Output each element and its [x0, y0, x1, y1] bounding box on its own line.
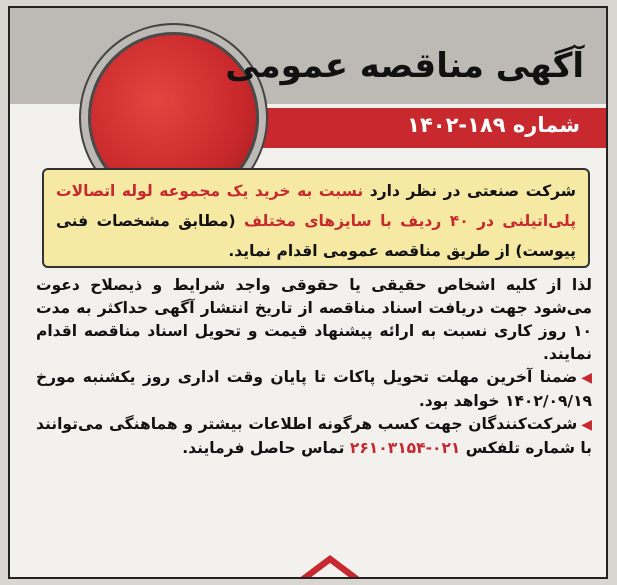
intro-box [42, 168, 590, 268]
paragraph-invitation: لذا از کلیه اشخاص حقیقی یا حقوقی واجد شرایط و ذیصلاح دعوت می‌شود جهت دریافت اسناد مناقصه از تاریخ انتشار آگهی حداکثر به مدت ۱۰ روز کاری نسبت به ارائه پیشنهاد قیمت و تحویل اسناد مناقصه اقدام نمایند. [36, 276, 592, 363]
deadline-text: ضمنا آخرین مهلت تحویل پاکات تا پایان وقت اداری روز یکشنبه مورخ ۱۴۰۲/۰۹/۱۹ خواهد بود. [36, 368, 592, 410]
phone-number: ۰۲۱-۲۶۱۰۳۱۵۴ [349, 439, 461, 457]
contact-text-2: تماس حاصل فرمایند. [182, 439, 350, 457]
notice-body [36, 274, 592, 460]
intro-text-2: (مطابق مشخصات فنی پیوست) از طریق مناقصه عمومی اقدام نماید. [56, 212, 576, 260]
intro-text-1: شرکت صنعتی در نظر دارد [363, 182, 576, 200]
contact-text-1: شرکت‌کنندگان جهت کسب هرگونه اطلاعات بیشتر و هماهنگی می‌توانند با شماره تلفکس [36, 415, 592, 457]
bullet-arrow-icon: ◀ [581, 370, 592, 386]
bullet-arrow-icon: ◀ [581, 417, 592, 433]
paragraph-deadline [36, 366, 592, 413]
intro-text-highlight: نسبت به خرید یک مجموعه لوله اتصالات پلی‌اتیلنی در ۴۰ ردیف با سایزهای مختلف [56, 182, 577, 230]
tender-notice [8, 6, 608, 579]
bottom-triangle-inner [306, 563, 354, 579]
notice-number: شماره ۱۸۹-۱۴۰۲ [407, 113, 580, 137]
paragraph-contact [36, 413, 592, 460]
notice-title: آگهی مناقصه عمومی [225, 46, 584, 86]
